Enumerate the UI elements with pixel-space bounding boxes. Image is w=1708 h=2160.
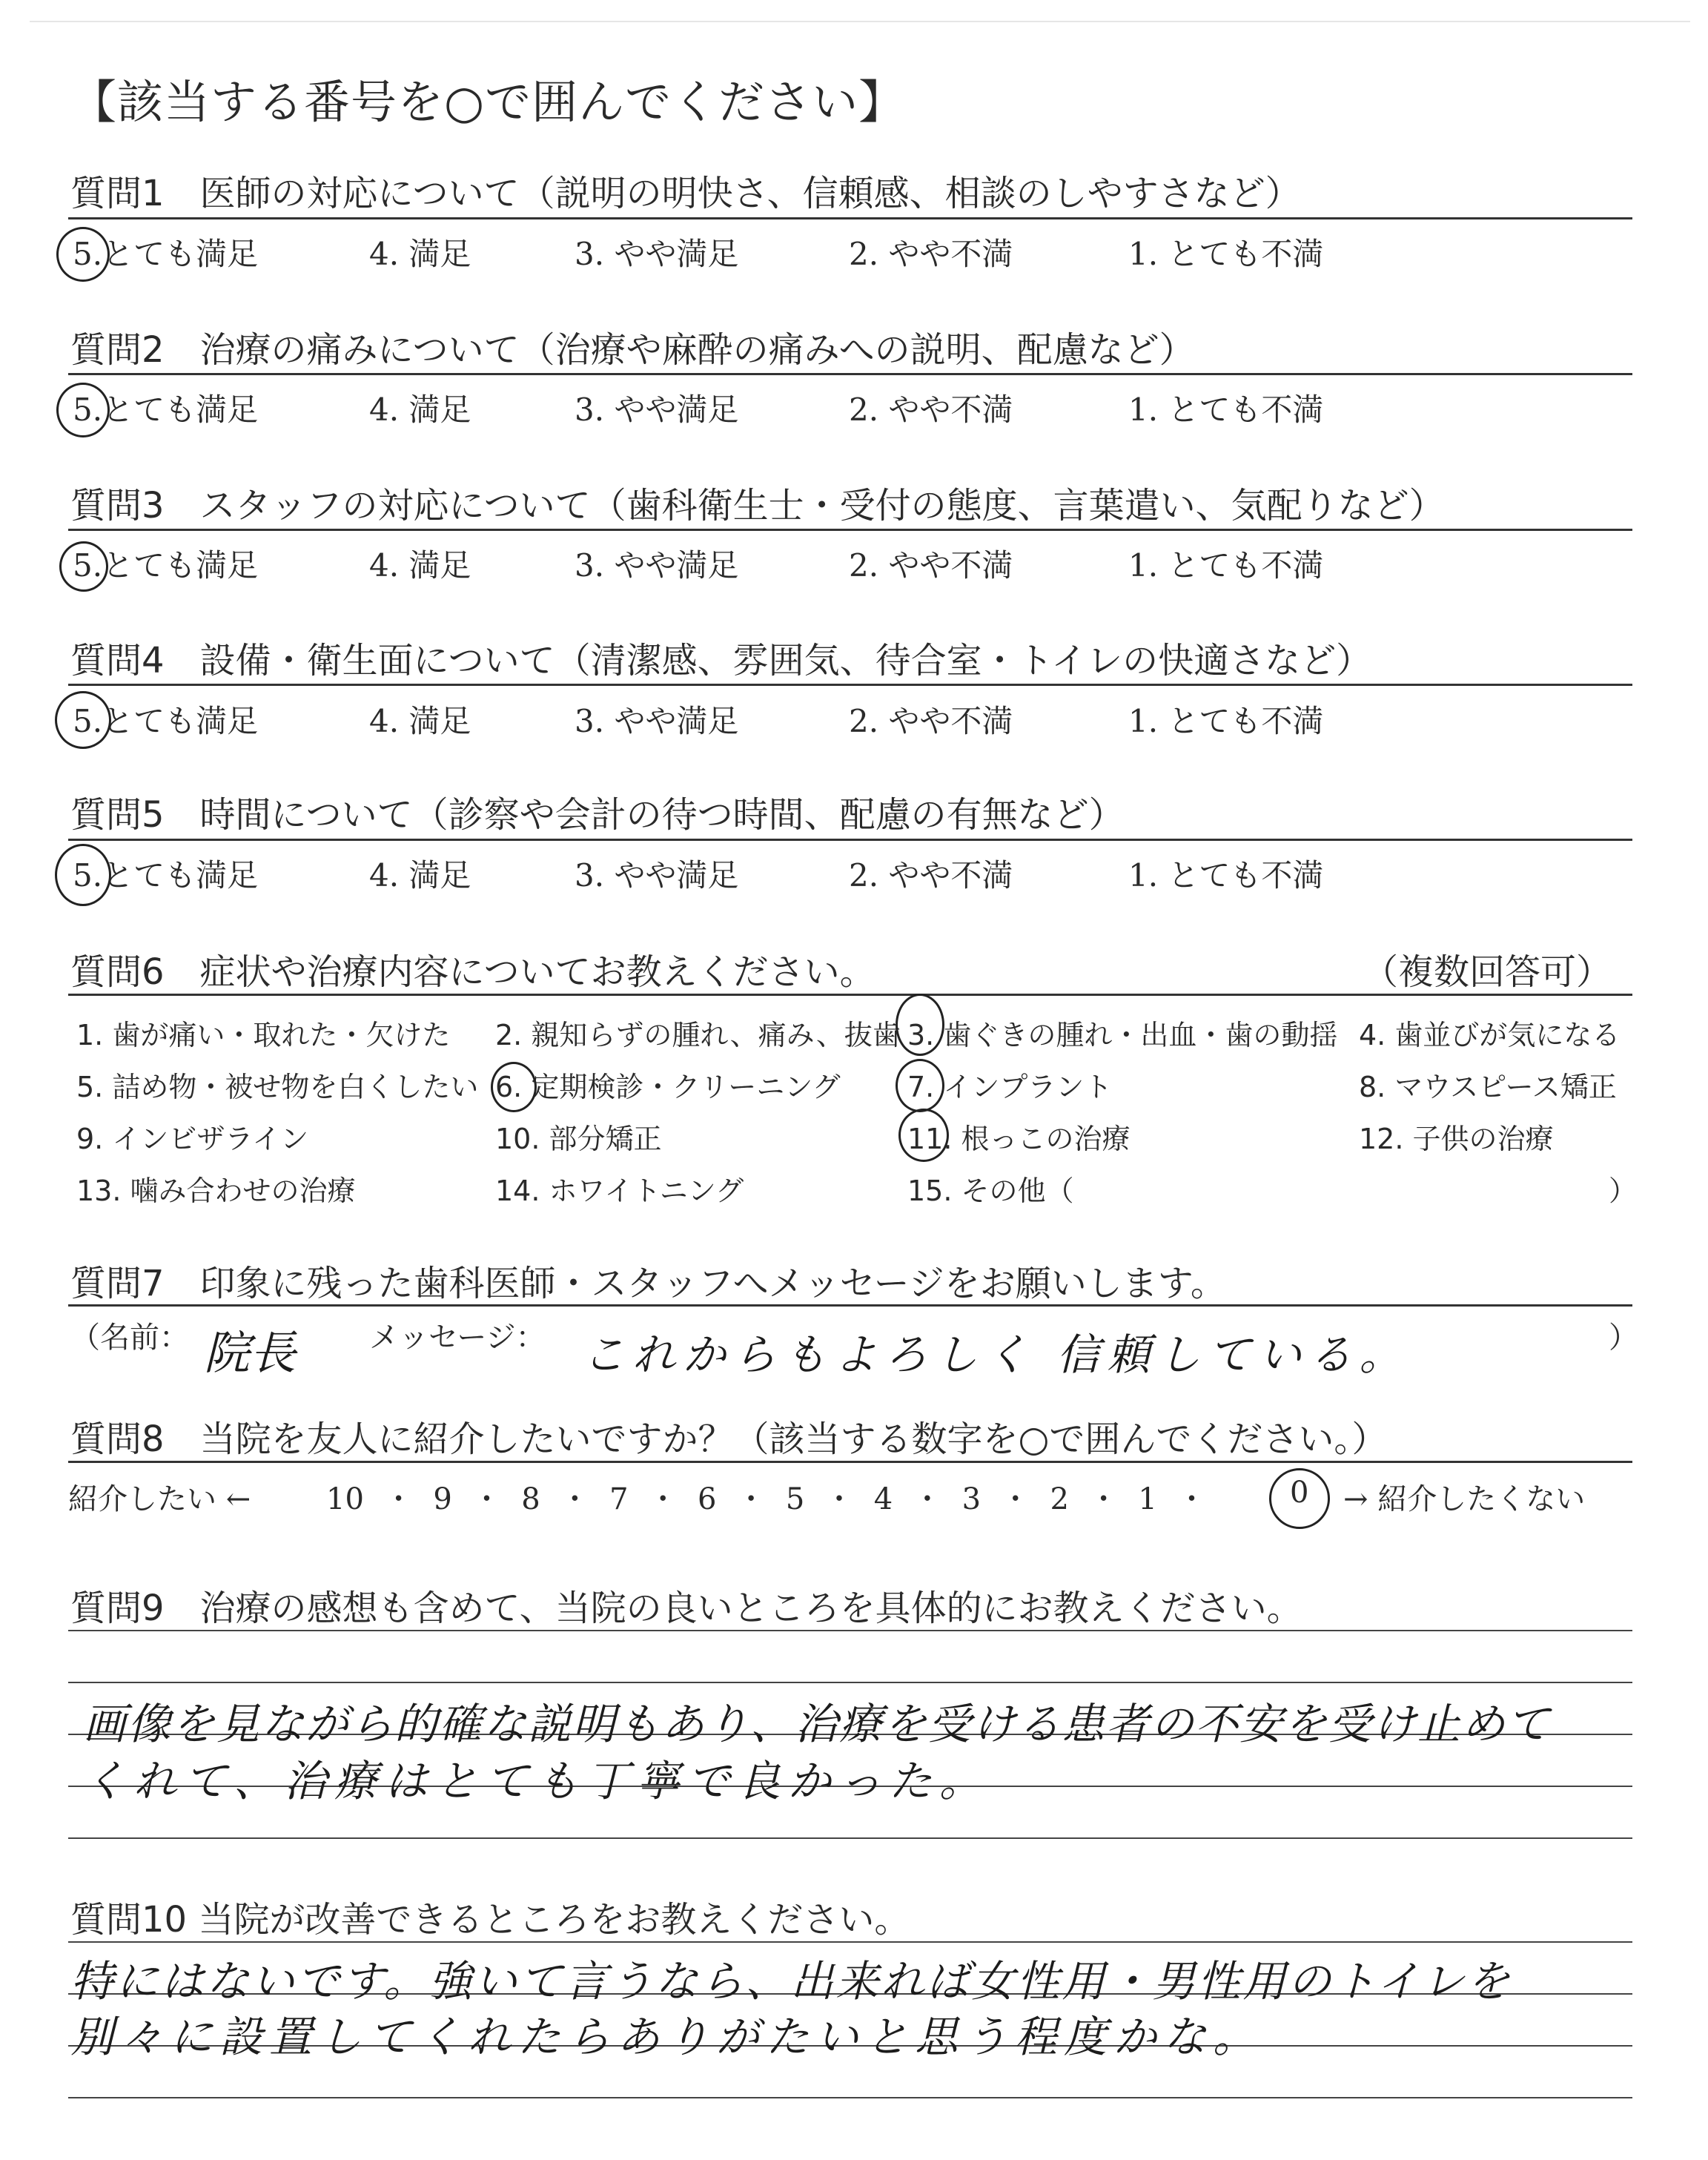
q5-option-1[interactable]: 1. とても不満 [1128, 857, 1324, 894]
q2-option-3[interactable]: 3. やや満足 [575, 392, 739, 428]
q3-option-4[interactable]: 4. 満足 [369, 547, 471, 584]
question-3: 質問3 スタッフの対応について（歯科衛生士・受付の態度、言葉遣い、気配りなど） [70, 485, 1445, 526]
question-6: 質問6 症状や治療内容についてお教えください。 [70, 951, 875, 993]
q6-option-5[interactable]: 5. 詰め物・被せ物を白くしたい [76, 1071, 479, 1103]
selection-circle [896, 994, 944, 1056]
question-10: 質問10 当院が改善できるところをお教えください。 [70, 1899, 910, 1941]
question-7: 質問7 印象に残った歯科医師・スタッフへメッセージをお願いします。 [70, 1263, 1226, 1304]
q2-option-1[interactable]: 1. とても不満 [1128, 392, 1324, 428]
q1-option-5[interactable]: 5.とても満足 [73, 236, 259, 272]
q5-option-4[interactable]: 4. 満足 [369, 857, 471, 894]
divider [68, 1630, 1632, 1631]
q1-option-3[interactable]: 3. やや満足 [575, 236, 739, 272]
question-9: 質問9 治療の感想も含めて、当院の良いところを具体的にお教えください。 [70, 1588, 1302, 1629]
q4-option-2[interactable]: 2. やや不満 [849, 703, 1013, 739]
recommend-scale[interactable]: 10 ・ 9 ・ 8 ・ 7 ・ 6 ・ 5 ・ 4 ・ 3 ・ 2 ・ 1 ・ [326, 1482, 1207, 1516]
q6-option-8[interactable]: 8. マウスピース矯正 [1359, 1071, 1617, 1103]
answer-line [68, 2097, 1632, 2098]
scan-edge [30, 21, 1690, 22]
q4-option-1[interactable]: 1. とても不満 [1128, 703, 1324, 739]
q1-option-4[interactable]: 4. 満足 [369, 236, 471, 272]
q5-option-3[interactable]: 3. やや満足 [575, 857, 739, 894]
divider [68, 1461, 1632, 1463]
q7-close: ） [1609, 1321, 1638, 1355]
answer-line [68, 1682, 1632, 1683]
q6-option-7[interactable]: 7. インプラント [907, 1071, 1113, 1103]
q6-option-12[interactable]: 12. 子供の治療 [1359, 1123, 1554, 1155]
q3-option-5[interactable]: 5.とても満足 [73, 547, 259, 584]
q3-option-1[interactable]: 1. とても不満 [1128, 547, 1324, 584]
q1-option-2[interactable]: 2. やや不満 [849, 236, 1013, 272]
selection-circle [56, 383, 110, 437]
q4-option-3[interactable]: 3. やや満足 [575, 703, 739, 739]
q6-option-15[interactable]: 15. その他（ [907, 1175, 1074, 1207]
message-value[interactable]: これからもよろしく 信頼している。 [582, 1330, 1410, 1380]
q5-option-5[interactable]: 5.とても満足 [73, 857, 259, 894]
q6-option-1[interactable]: 1. 歯が痛い・取れた・欠けた [76, 1019, 451, 1051]
q9-answer-line-2[interactable]: くれて、治療はとても丁寧で良かった。 [83, 1756, 990, 1806]
divider [68, 684, 1632, 686]
q6-option-10[interactable]: 10. 部分矯正 [495, 1123, 662, 1155]
name-value[interactable]: 院長 [204, 1326, 297, 1380]
question-8: 質問8 当院を友人に紹介したいですか？（該当する数字を○で囲んでください。） [70, 1418, 1388, 1460]
q2-option-2[interactable]: 2. やや不満 [849, 392, 1013, 428]
recommend-zero[interactable]: 0 [1290, 1476, 1309, 1510]
q6-option-11[interactable]: 11. 根っこの治療 [907, 1123, 1131, 1155]
selection-circle [491, 1062, 537, 1112]
multiple-answer-note: （複数回答可） [1363, 951, 1612, 993]
q6-option-2[interactable]: 2. 親知らずの腫れ、痛み、抜歯 [495, 1019, 901, 1051]
q6-option-9[interactable]: 9. インビザライン [76, 1123, 309, 1155]
divider [68, 529, 1632, 531]
q4-option-5[interactable]: 5.とても満足 [73, 703, 259, 739]
q10-answer-line-2[interactable]: 別々に設置してくれたらありがたいと思う程度かな。 [70, 2012, 1263, 2062]
answer-line [68, 1837, 1632, 1839]
question-4: 質問4 設備・衛生面について（清潔感、雰囲気、待合室・トイレの快適さなど） [70, 640, 1372, 681]
q3-option-3[interactable]: 3. やや満足 [575, 547, 739, 584]
question-2: 質問2 治療の痛みについて（治療や麻酔の痛みへの説明、配慮など） [70, 329, 1195, 371]
q9-answer-line-1[interactable]: 画像を見ながら的確な説明もあり、治療を受ける患者の不安を受け止めて [83, 1699, 1552, 1749]
q10-answer-line-1[interactable]: 特にはないです。強いて言うなら、出来れば女性用・男性用のトイレを [70, 1956, 1512, 2007]
divider [68, 994, 1632, 996]
q4-option-4[interactable]: 4. 満足 [369, 703, 471, 739]
recommend-right-label: → 紹介したくない [1343, 1482, 1586, 1516]
name-label: （名前： [70, 1321, 189, 1355]
question-5: 質問5 時間について（診察や会計の待つ時間、配慮の有無など） [70, 794, 1125, 836]
divider [68, 839, 1632, 841]
selection-circle [55, 691, 111, 749]
selection-circle [896, 1059, 944, 1112]
q6-option-14[interactable]: 14. ホワイトニング [495, 1175, 744, 1207]
q6-option-15-close: ） [1609, 1175, 1638, 1207]
selection-circle [1269, 1468, 1330, 1529]
q1-option-1[interactable]: 1. とても不満 [1128, 236, 1324, 272]
divider [68, 1941, 1632, 1943]
message-label: メッセージ： [369, 1321, 546, 1355]
q2-option-4[interactable]: 4. 満足 [369, 392, 471, 428]
selection-circle [59, 541, 108, 592]
divider [68, 217, 1632, 219]
q6-option-6[interactable]: 6. 定期検診・クリーニング [495, 1071, 841, 1103]
q3-option-2[interactable]: 2. やや不満 [849, 547, 1013, 584]
recommend-left-label: 紹介したい ← [68, 1482, 251, 1516]
selection-circle [55, 844, 111, 906]
q5-option-2[interactable]: 2. やや不満 [849, 857, 1013, 894]
selection-circle [56, 227, 110, 282]
q6-option-4[interactable]: 4. 歯並びが気になる [1359, 1019, 1621, 1051]
selection-circle [898, 1109, 949, 1162]
page-title: 【該当する番号を○で囲んでください】 [70, 75, 906, 129]
q2-option-5[interactable]: 5.とても満足 [73, 392, 259, 428]
divider [68, 373, 1632, 375]
q6-option-13[interactable]: 13. 噛み合わせの治療 [76, 1175, 356, 1207]
question-1: 質問1 医師の対応について（説明の明快さ、信頼感、相談のしやすさなど） [70, 173, 1301, 214]
q6-option-3[interactable]: 3. 歯ぐきの腫れ・出血・歯の動揺 [907, 1019, 1338, 1051]
divider [68, 1304, 1632, 1307]
